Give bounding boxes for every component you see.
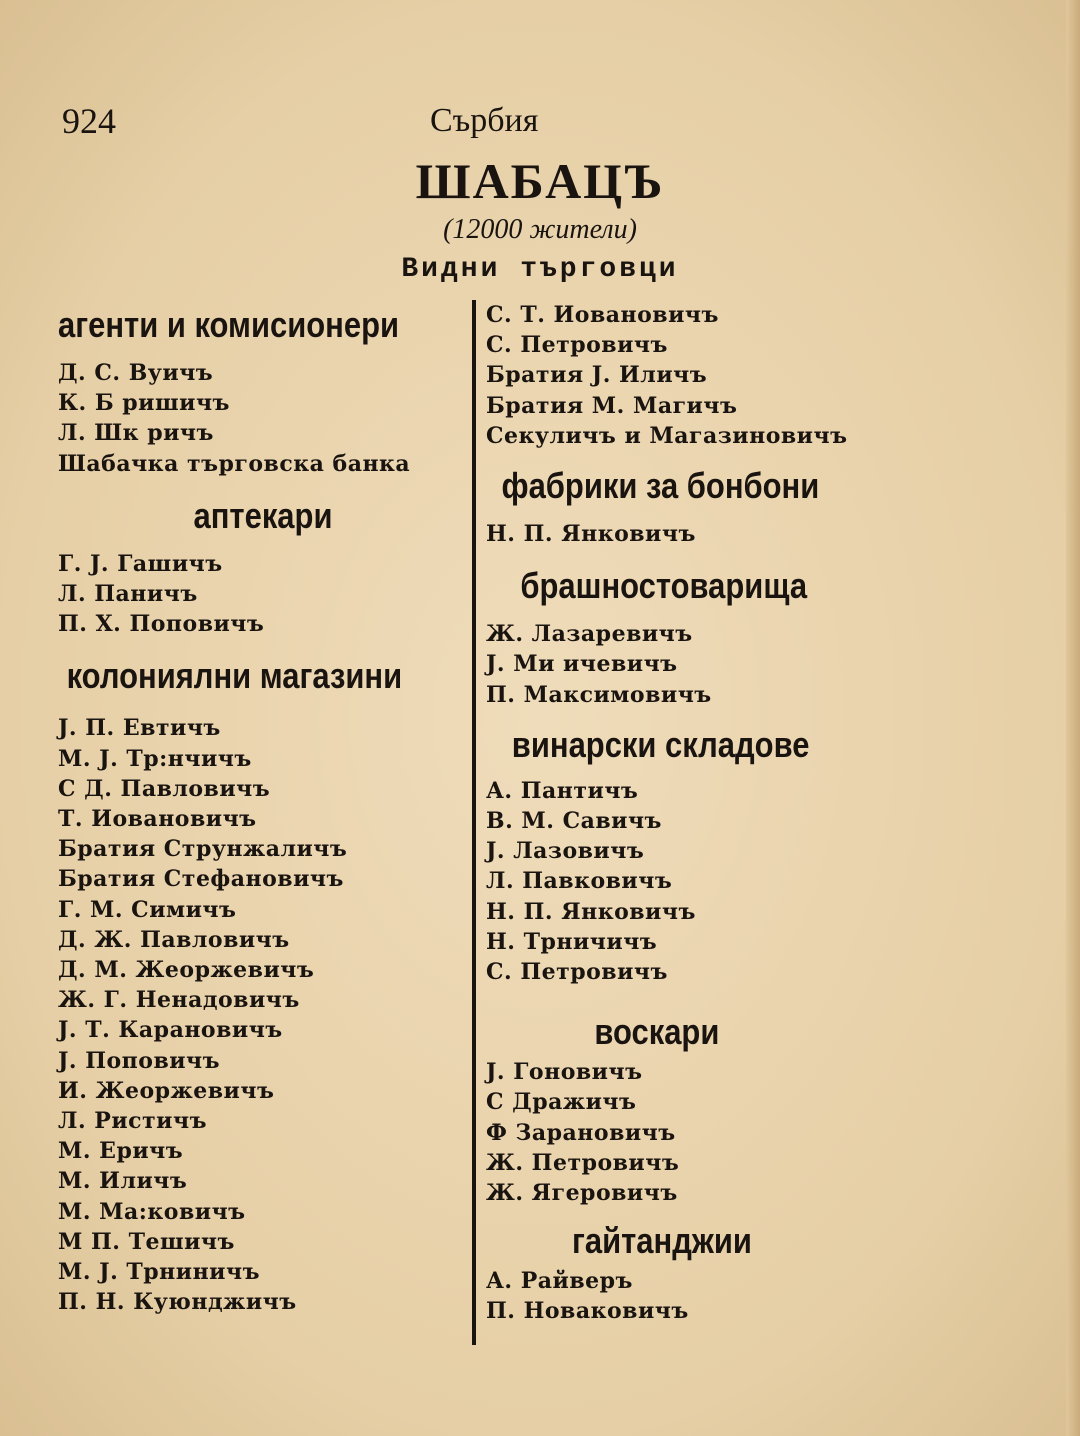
category-heading: воскари — [594, 1011, 720, 1053]
list-item: М. Ј. Трниничъ — [58, 1259, 260, 1286]
category-heading: брашностоварища — [520, 565, 808, 607]
list-item: Н. П. Янковичъ — [486, 898, 696, 925]
population-note: (12000 жители) — [443, 214, 637, 245]
list-item: А. Пантичъ — [486, 777, 639, 804]
list-item: Г. М. Симичъ — [58, 896, 237, 923]
category-heading: агенти и комисионери — [58, 304, 400, 345]
left-column — [58, 300, 468, 1317]
category-heading: колониялни магазини — [66, 655, 403, 697]
right-column — [486, 300, 906, 1327]
entry-list — [486, 619, 906, 710]
entry-list — [58, 358, 468, 479]
list-item: Л. Шк ричъ — [58, 420, 214, 447]
list-item: Ж. Г. Ненадовичъ — [58, 987, 300, 1014]
list-item: Ј. Лазовичъ — [486, 838, 645, 865]
city-title: ШАБАЦЪ — [415, 153, 665, 209]
list-item: Д. Ж. Павловичъ — [58, 926, 290, 953]
list-item: С. Т. Иовановичъ — [486, 302, 719, 328]
list-item: Ј. Гоновичъ — [486, 1059, 643, 1086]
list-item: И. Жеоржевичъ — [58, 1077, 275, 1104]
list-item: С. Петровичъ — [486, 332, 668, 359]
list-item: С Дражичъ — [486, 1089, 637, 1116]
list-item: Ж. Лазаревичъ — [486, 621, 693, 648]
list-item: М. Ј. Тр:нчичъ — [58, 745, 252, 772]
list-item: С Д. Павловичъ — [58, 775, 271, 802]
list-item: Ј. Ми ичевичъ — [486, 651, 678, 678]
list-item: М П. Тешичъ — [58, 1228, 235, 1255]
entry-list — [486, 776, 906, 987]
category-heading: фабрики за бонбони — [501, 465, 820, 507]
list-item: Братия М. Магичъ — [486, 392, 738, 419]
list-item: Ф Зарановичъ — [486, 1119, 676, 1146]
category-heading: гайтанджии — [572, 1220, 752, 1262]
page-number: 924 — [62, 101, 116, 141]
list-item: Т. Иованoвичъ — [58, 806, 257, 833]
list-item: Н. Трничичъ — [486, 928, 658, 955]
list-item: Ј. П. Евтичъ — [58, 715, 221, 742]
list-item: Секуличъ и Магазиновичъ — [486, 422, 848, 449]
list-item: Ј. Т. Карановичъ — [58, 1017, 283, 1044]
entry-list — [486, 1057, 906, 1208]
list-item: В. М. Савичъ — [486, 808, 662, 835]
list-item: Шабачка търговска банка — [58, 450, 411, 477]
entry-list — [486, 1266, 906, 1326]
list-item: Л. Ристичъ — [58, 1108, 207, 1135]
list-item: М. Ма:ковичъ — [58, 1198, 246, 1225]
running-head: Сърбия — [430, 102, 539, 139]
list-item: Ж. Петровичъ — [486, 1149, 680, 1176]
list-item: С. Петровичъ — [486, 959, 668, 986]
entry-list — [58, 713, 468, 1317]
list-item: Ј. Поповичъ — [58, 1047, 221, 1074]
list-item: К. Б ришичъ — [58, 390, 230, 417]
column-divider — [472, 300, 476, 1345]
list-item: Л. Паничъ — [58, 581, 198, 608]
list-item: М. Еричъ — [58, 1138, 184, 1165]
list-item: Н. П. Янковичъ — [486, 521, 696, 548]
list-item: Л. Павковичъ — [486, 868, 673, 895]
entry-list — [58, 549, 468, 640]
list-item: П. Новаковичъ — [486, 1298, 689, 1325]
entry-list — [486, 519, 906, 549]
list-item: П. Х. Поповичъ — [58, 611, 265, 638]
list-item: Д. М. Жеоржевичъ — [58, 957, 315, 984]
list-item: Братия Струнжаличъ — [58, 836, 348, 863]
list-item: А. Райверъ — [486, 1268, 633, 1295]
list-item: П. Н. Куюнджичъ — [58, 1289, 297, 1316]
section-subtitle: Видни търговци — [401, 254, 679, 285]
list-item: М. Иличъ — [58, 1168, 188, 1195]
list-item: Д. С. Вуичъ — [58, 360, 214, 386]
list-item: Братия Стефановичъ — [58, 866, 344, 893]
category-heading: аптекари — [193, 494, 333, 536]
list-item: Ж. Ягеровичъ — [486, 1180, 678, 1207]
category-heading: винарски складове — [511, 723, 810, 765]
entry-list — [486, 300, 906, 451]
list-item: Г. Ј. Гашичъ — [58, 550, 223, 577]
list-item: П. Максимовичъ — [486, 681, 712, 708]
list-item: Братия Ј. Иличъ — [486, 362, 708, 389]
